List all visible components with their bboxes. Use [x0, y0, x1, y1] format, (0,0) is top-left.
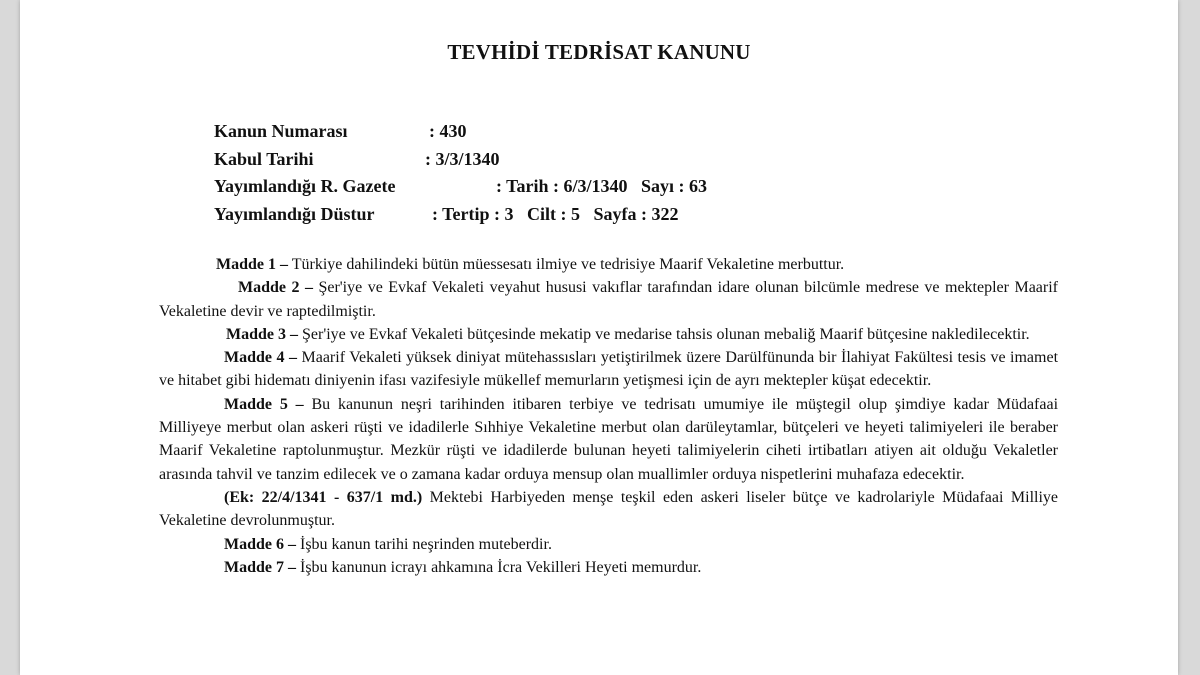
article-lead: Madde 3 –: [226, 325, 298, 343]
article-lead: Madde 6 –: [224, 535, 296, 553]
meta-label: Yayımlandığı Düstur: [214, 203, 375, 224]
article-text: Şer'iye ve Evkaf Vekaleti veyahut hususi vakıflar tarafından idare olunan bilcümle medrese ve mektepler Maarif Vekaletine devir ve raptedilmiştir.: [159, 279, 1058, 320]
article-1: [159, 253, 1058, 276]
article-lead: Madde 7 –: [224, 558, 296, 576]
meta-value: : Tarih : 6/3/1340 Sayı : 63: [496, 176, 708, 196]
article-4: [159, 346, 1058, 393]
article-6: [159, 533, 1058, 556]
article-text: İşbu kanunun icrayı ahkamına İcra Vekilleri Heyeti memurdur.: [300, 558, 702, 576]
law-body: [159, 253, 1058, 579]
article-3: [159, 323, 1058, 346]
article-lead: Madde 2 –: [238, 279, 313, 297]
article-text: Bu kanunun neşri tarihinden itibaren terbiye ve tedrisatı umumiye ile müştegil olup şimdiye kadar Müdafaai Milliyeye merbut olan askeri rüşti ve idadilerle Sıhhiye Vekaletine merbut olan darüleytamlar, bütçeleri ve heyeti talimiyeleri ile beraber Maarif Vekaletine raptolunmuştur. Mezkür rüşti ve idadilerde bulunan heyeti talimiyelerin ciheti irtibatları atiyen ait olduğu Vekaletler arasında tahvil ve tanzim edilecek ve o zamana kadar orduya mensup olan muallimler orduya nispetlerini muhafaza edecektir.: [159, 395, 1059, 483]
article-text: Şer'iye ve Evkaf Vekaleti bütçesinde mekatip ve medarise tahsis olunan mebaliğ Maarif bütçesine nakledilecektir.: [302, 325, 1030, 343]
meta-value: : 430: [429, 121, 467, 141]
article-lead: (Ek: 22/4/1341 - 637/1 md.): [224, 488, 423, 506]
meta-value: : 3/3/1340: [425, 148, 500, 169]
article-lead: Madde 1 –: [216, 256, 288, 273]
article-lead: Madde 4 –: [224, 349, 297, 367]
article-2: [159, 276, 1058, 323]
meta-label: Yayımlandığı R. Gazete: [214, 176, 396, 196]
article-text: İşbu kanun tarihi neşrinden muteberdir.: [300, 535, 552, 553]
article-5-addendum: [159, 486, 1058, 533]
article-text: Mektebi Harbiyeden menşe teşkil eden askeri liseler bütçe ve kadrolariyle Müdafaai Milliye Vekaletine devrolunmuştur.: [159, 488, 1059, 530]
document-page: [20, 0, 1178, 675]
article-text: Maarif Vekaleti yüksek diniyat mütehassısları yetiştirilmek üzere Darülfünunda bir İlahiyat Fakültesi tesis ve imamet ve hitabet gibi hidematı diniyenin ifası vazifesiyle mükellef memurların yetişmesi için de ayrı mektepler küşat edecektir.: [159, 349, 1059, 390]
meta-label: Kanun Numarası: [214, 121, 348, 141]
article-7: [159, 556, 1058, 579]
meta-label: Kabul Tarihi: [214, 148, 314, 169]
document-title: TEVHİDİ TEDRİSAT KANUNU: [447, 40, 751, 64]
article-lead: Madde 5 –: [224, 395, 304, 413]
article-5: [159, 393, 1058, 486]
meta-value: : Tertip : 3 Cilt : 5 Sayfa : 322: [432, 203, 679, 224]
article-text: Türkiye dahilindeki bütün müessesatı ilmiye ve tedrisiye Maarif Vekaletine merbuttur.: [291, 256, 845, 273]
